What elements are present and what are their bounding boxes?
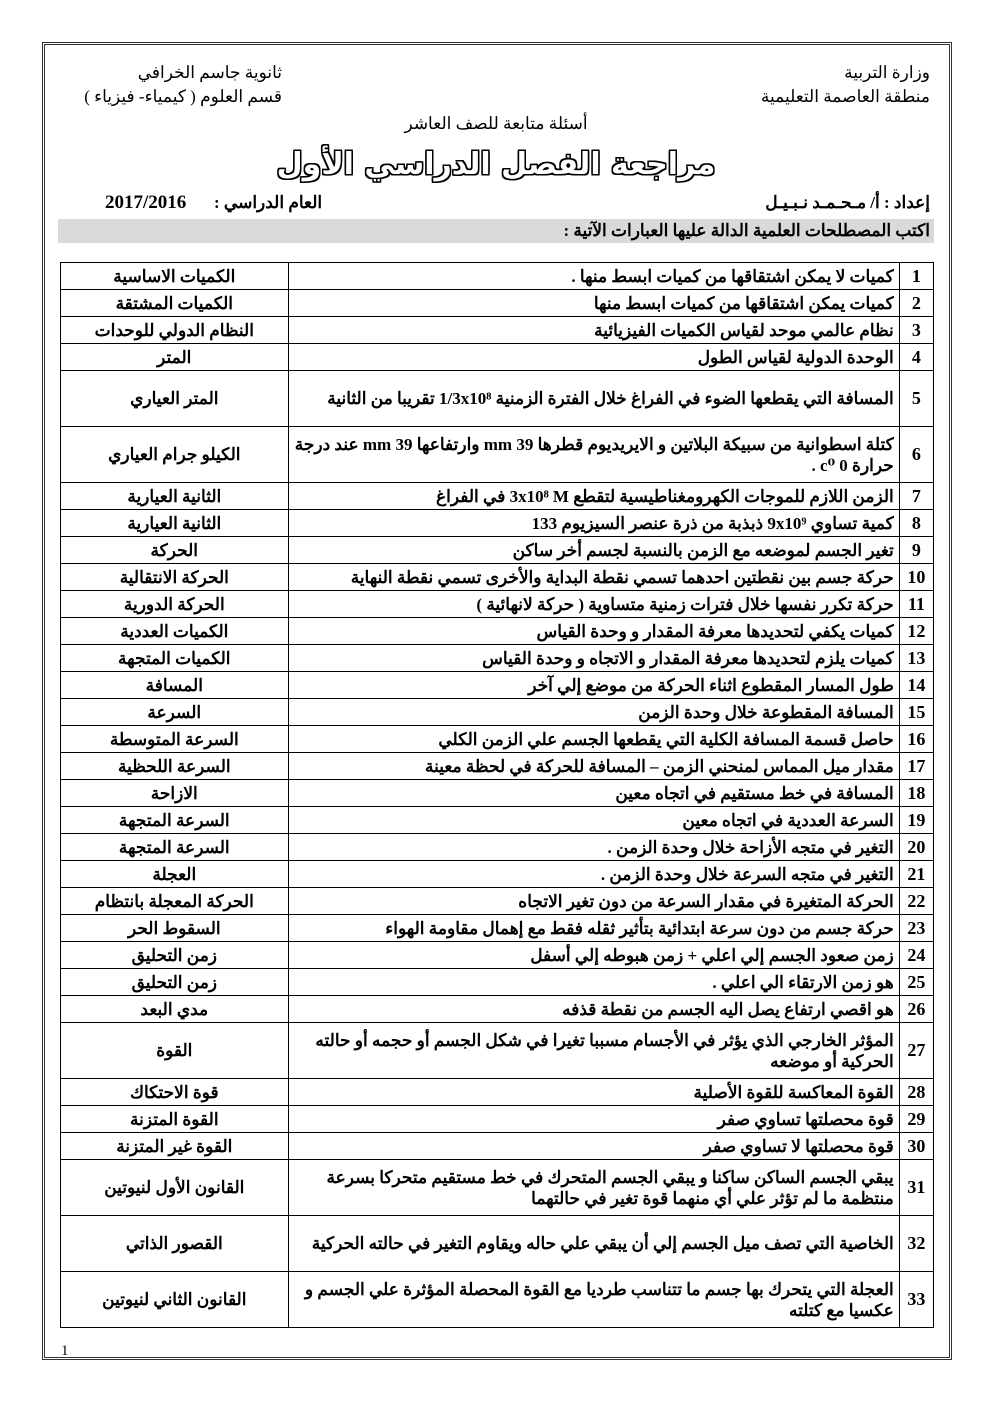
row-term: السرعة المتجهة (61, 807, 289, 834)
row-term: المتر العياري (61, 371, 289, 427)
row-number: 24 (899, 942, 933, 969)
row-term: زمن التحليق (61, 942, 289, 969)
row-term: الحركة الانتقالية (61, 564, 289, 591)
table-row (61, 726, 934, 753)
year-label: العام الدراسي : (214, 193, 323, 212)
table-row (61, 1106, 934, 1133)
row-description: حركة جسم من دون سرعة ابتدائية بتأثير ثقله فقط مع إهمال مقاومة الهواء (288, 915, 899, 942)
row-term: المسافة (61, 672, 289, 699)
row-term: القوة غير المتزنة (61, 1133, 289, 1160)
row-description: مقدار ميل المماس لمنحني الزمن – المسافة للحركة في لحظة معينة (288, 753, 899, 780)
row-description: المسافة المقطوعة خلال وحدة الزمن (288, 699, 899, 726)
row-number: 20 (899, 834, 933, 861)
row-number: 14 (899, 672, 933, 699)
ministry-label: وزارة التربية (844, 63, 930, 82)
table-row (61, 537, 934, 564)
table-row (61, 753, 934, 780)
row-term: الثانية العيارية (61, 510, 289, 537)
row-term: الحركة (61, 537, 289, 564)
table-row (61, 290, 934, 317)
page-title: مراجعة الفصل الدراسي الأول (276, 147, 716, 182)
row-term: القصور الذاتي (61, 1216, 289, 1272)
row-term: الكميات المشتقة (61, 290, 289, 317)
row-number: 17 (899, 753, 933, 780)
row-description: طول المسار المقطوع اثناء الحركة من موضع إلي آخر (288, 672, 899, 699)
row-description: حركة تكرر نفسها خلال فترات زمنية متساوية ( حركة لانهائية ) (288, 591, 899, 618)
row-term: الحركة المعجلة بانتظام (61, 888, 289, 915)
row-description: تغير الجسم لموضعه مع الزمن بالنسبة لجسم أخر ساكن (288, 537, 899, 564)
table-row (61, 915, 934, 942)
row-term: السرعة اللحظية (61, 753, 289, 780)
table-row (61, 942, 934, 969)
table-row (61, 807, 934, 834)
row-description: السرعة العددية في اتجاه معين (288, 807, 899, 834)
row-description: القوة المعاكسة للقوة الأصلية (288, 1079, 899, 1106)
table-row (61, 861, 934, 888)
row-number: 19 (899, 807, 933, 834)
row-term: الثانية العيارية (61, 483, 289, 510)
row-description: كميات يلزم لتحديدها معرفة المقدار و الاتجاه و وحدة القياس (288, 645, 899, 672)
row-description: يبقي الجسم الساكن ساكنا و يبقي الجسم المتحرك في خط مستقيم متحركا بسرعة منتظمة ما لم تؤثر علي أي منهما قوة تغير في حالتهما (288, 1160, 899, 1216)
row-number: 31 (899, 1160, 933, 1216)
row-number: 33 (899, 1272, 933, 1328)
row-description: الحركة المتغيرة في مقدار السرعة من دون تغير الاتجاه (288, 888, 899, 915)
row-description: كميات يكفي لتحديدها معرفة المقدار و وحدة القياس (288, 618, 899, 645)
row-term: الكيلو جرام العياري (61, 427, 289, 483)
table-row (61, 780, 934, 807)
row-term: قوة الاحتكاك (61, 1079, 289, 1106)
row-number: 26 (899, 996, 933, 1023)
row-number: 13 (899, 645, 933, 672)
subtitle: أسئلة متابعة للصف العاشر (404, 114, 588, 133)
row-description: المسافة التي يقطعها الضوء في الفراغ خلال الفترة الزمنية 1/3x10⁸ تقريبا من الثانية (288, 371, 899, 427)
row-description: المسافة في خط مستقيم في اتجاه معين (288, 780, 899, 807)
row-description: نظام عالمي موحد لقياس الكميات الفيزيائية (288, 317, 899, 344)
row-description: هو اقصي ارتفاع يصل اليه الجسم من نقطة قذفه (288, 996, 899, 1023)
row-number: 8 (899, 510, 933, 537)
row-term: النظام الدولي للوحدات (61, 317, 289, 344)
page-number: 1 (61, 1343, 69, 1359)
row-description: العجلة التي يتحرك بها جسم ما تتناسب طرديا مع القوة المحصلة المؤثرة علي الجسم و عكسيا مع كتلته (288, 1272, 899, 1328)
row-description: كميات يمكن اشتقاقها من كميات ابسط منها (288, 290, 899, 317)
row-term: السرعة المتوسطة (61, 726, 289, 753)
instruction-bar: اكتب المصطلحات العلمية الدالة عليها العبارات الآتية : (58, 219, 934, 243)
table-row (61, 344, 934, 371)
row-description: كتلة اسطوانية من سبيكة البلاتين و الايريديوم قطرها 39 mm وارتفاعها 39 mm عند درجة حرارة 0 c⁰ . (288, 427, 899, 483)
table-row (61, 1023, 934, 1079)
row-term: الكميات الاساسية (61, 263, 289, 290)
row-number: 12 (899, 618, 933, 645)
row-number: 16 (899, 726, 933, 753)
row-number: 29 (899, 1106, 933, 1133)
table-row (61, 263, 934, 290)
row-description: التغير في متجه السرعة خلال وحدة الزمن . (288, 861, 899, 888)
row-number: 30 (899, 1133, 933, 1160)
row-number: 5 (899, 371, 933, 427)
school-year: 2017/2016 (105, 192, 187, 213)
row-description: قوة محصلتها لا تساوي صفر (288, 1133, 899, 1160)
table-row (61, 591, 934, 618)
table-row (61, 564, 934, 591)
row-number: 21 (899, 861, 933, 888)
row-number: 18 (899, 780, 933, 807)
terms-table (60, 262, 934, 1328)
table-row (61, 618, 934, 645)
row-description: الوحدة الدولية لقياس الطول (288, 344, 899, 371)
row-description: المؤثر الخارجي الذي يؤثر في الأجسام مسببا تغيرا في شكل الجسم أو حجمه أو حالته الحركية أو موضعه (288, 1023, 899, 1079)
school-label: ثانوية جاسم الخرافي (137, 63, 282, 82)
row-term: العجلة (61, 861, 289, 888)
row-number: 1 (899, 263, 933, 290)
row-term: السرعة المتجهة (61, 834, 289, 861)
row-term: القانون الأول لنيوتين (61, 1160, 289, 1216)
row-term: السرعة (61, 699, 289, 726)
row-number: 22 (899, 888, 933, 915)
row-number: 23 (899, 915, 933, 942)
row-number: 3 (899, 317, 933, 344)
row-term: زمن التحليق (61, 969, 289, 996)
table-row (61, 1160, 934, 1216)
row-description: التغير في متجه الأزاحة خلال وحدة الزمن . (288, 834, 899, 861)
row-number: 27 (899, 1023, 933, 1079)
row-term: القانون الثاني لنيوتين (61, 1272, 289, 1328)
row-description: كميات لا يمكن اشتقاقها من كميات ابسط منها . (288, 263, 899, 290)
row-number: 10 (899, 564, 933, 591)
table-row (61, 1079, 934, 1106)
table-row (61, 317, 934, 344)
table-row (61, 645, 934, 672)
row-term: السقوط الحر (61, 915, 289, 942)
row-description: زمن صعود الجسم إلي اعلي + زمن هبوطه إلي أسفل (288, 942, 899, 969)
row-number: 2 (899, 290, 933, 317)
row-number: 6 (899, 427, 933, 483)
row-description: الخاصية التي تصف ميل الجسم إلي أن يبقي علي حاله ويقاوم التغير في حالته الحركية (288, 1216, 899, 1272)
row-term: المتر (61, 344, 289, 371)
row-number: 25 (899, 969, 933, 996)
table-row (61, 427, 934, 483)
table-row (61, 1133, 934, 1160)
row-number: 15 (899, 699, 933, 726)
table-row (61, 996, 934, 1023)
row-description: كمية تساوي 9x10⁹ ذبذبة من ذرة عنصر السيزيوم 133 (288, 510, 899, 537)
table-row (61, 699, 934, 726)
row-term: القوة المتزنة (61, 1106, 289, 1133)
table-row (61, 834, 934, 861)
table-row (61, 888, 934, 915)
row-term: الحركة الدورية (61, 591, 289, 618)
table-row (61, 510, 934, 537)
row-description: حركة جسم بين نقطتين احدهما تسمي نقطة البداية والأخرى تسمي نقطة النهاية (288, 564, 899, 591)
table-row (61, 672, 934, 699)
district-label: منطقة العاصمة التعليمية (760, 87, 930, 106)
table-row (61, 969, 934, 996)
row-number: 32 (899, 1216, 933, 1272)
row-description: حاصل قسمة المسافة الكلية التي يقطعها الجسم علي الزمن الكلي (288, 726, 899, 753)
table-row (61, 1216, 934, 1272)
row-number: 9 (899, 537, 933, 564)
department-label: قسم العلوم ( كيمياء- فيزياء ) (84, 87, 282, 106)
row-term: الكميات العددية (61, 618, 289, 645)
row-description: هو زمن الارتقاء الي اعلي . (288, 969, 899, 996)
row-term: القوة (61, 1023, 289, 1079)
row-number: 11 (899, 591, 933, 618)
row-term: الكميات المتجهة (61, 645, 289, 672)
row-number: 7 (899, 483, 933, 510)
row-number: 4 (899, 344, 933, 371)
row-term: الازاحة (61, 780, 289, 807)
table-row (61, 483, 934, 510)
row-number: 28 (899, 1079, 933, 1106)
row-term: مدي البعد (61, 996, 289, 1023)
table-row (61, 1272, 934, 1328)
table-row (61, 371, 934, 427)
row-description: الزمن اللازم للموجات الكهرومغناطيسية لتقطع 3x10⁸ M في الفراغ (288, 483, 899, 510)
author-label: إعداد : أ/ مـحـمـد نـبـيـل (765, 193, 930, 212)
row-description: قوة محصلتها تساوي صفر (288, 1106, 899, 1133)
